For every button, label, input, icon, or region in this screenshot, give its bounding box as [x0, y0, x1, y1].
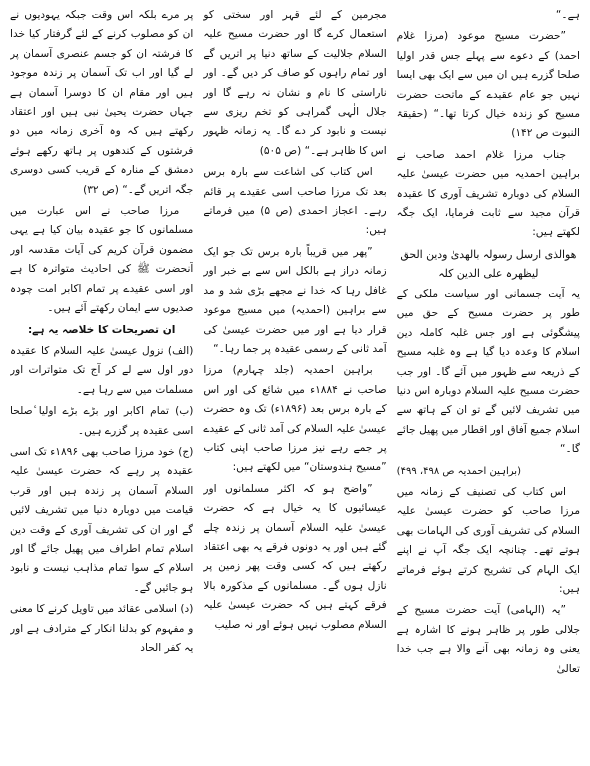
paragraph: پر مرے بلکہ اس وقت جبکہ یہودیوں نے ان کو مصلوب کرنے کے لئے گرفتار کیا خدا کا فرشتہ ان کو جسم عنصری آسمان پر لے گیا اور اب تک آسمان پر زندہ موجود ہیں اور مقام ان کا دوسرا آسمان ہے جہاں حضرت یحییٰ نبی ہیں اور اعتقاد رکھتے ہیں کہ وہ آخری زمانہ میں دو فرشتوں کے کندھوں پر ہاتھ رکھے ہوئے دمشق کے منارہ کے قریب کسی دوسری جگہ اتریں گے۔“ (ص ۳۲) [10, 9, 194, 196]
text-columns [10, 6, 580, 762]
paragraph: جناب مرزا غلام احمد صاحب نے براہین احمدیہ میں حضرت عیسیٰ علیہ السلام کی دوبارہ تشریف آوری کا عقیدہ قرآن مجید سے ثابت فرمایا، ایک جگہ لکھتے ہیں: [396, 148, 580, 239]
list-item: (ب) تمام اکابر اور بڑے بڑے اولیا ٔصلحا اسی عقیدہ پر گزرے ہیں۔ [10, 405, 194, 437]
paragraph: مرزا صاحب نے اس عبارت میں مسلمانوں کا جو عقیدہ بیان کیا ہے یہی مضمون قرآن کریم کی آیات مقدسہ اور آنحضرت ﷺ کی احادیث متواترہ کا ہے اور اسی عقیدے پر تمام اکابر امت چودہ صدیوں سے ایمان رکھتے آئے ہیں۔ [10, 205, 194, 315]
paragraph: ہے۔“ [555, 9, 580, 21]
arabic-verse: ھوالذی ارسل رسولہ بالھدیٰ ودین الحق لیظھرہ علی الدین کلہ [400, 247, 577, 280]
paragraph: اس کتاب کی تصنیف کے زمانہ میں مرزا صاحب کو حضرت عیسیٰ علیہ السلام کی تشریف آوری کی الہامات بھی ہوتے تھے۔ چنانچہ ایک جگہ آپ نے اپنے ایک الہام کی تشریح کرتے ہوئے فرماتے ہیں: [396, 485, 580, 595]
citation: (براہین احمدیہ ص ۴۹۸، ۴۹۹) [396, 465, 521, 477]
column-left [10, 6, 193, 762]
paragraph: اس کتاب کی اشاعت سے بارہ برس بعد تک مرزا صاحب اسی عقیدے پر قائم رہے۔ اعجاز احمدی (ص ۵) میں فرماتے ہیں: [203, 166, 387, 237]
quote-paragraph: ”واضح ہو کہ اکثر مسلمانوں اور عیسائیوں کا یہ خیال ہے کہ حضرت عیسیٰ علیہ السلام آسمان پر زندہ چلے گئے ہیں اور یہ دونوں فرقے یہ بھی اعتقاد رکھتے ہیں کہ کسی وقت پھر زمین پر نازل ہوں گے۔ مسلمانوں کے مذکورہ بالا فرقے کہتے ہیں کہ حضرت عیسیٰ علیہ السلام مصلوب نہیں ہوئے اور نہ صلیب [203, 482, 387, 631]
paragraph: یہ آیت جسمانی اور سیاست ملکی کے طور پر حضرت مسیح کے حق میں پیشگوئی ہے اور جس غلبہ کاملہ دین اسلام کا وعدہ دیا گیا ہے وہ غلبہ مسیح کے ذریعہ سے ظہور میں آئے گا۔ اور جب حضرت مسیح علیہ السلام دوبارہ اس دنیا میں تشریف لائیں گے تو ان کے ہاتھ سے اسلام جمیع آفاق اور اقطار میں پھیل جائے گا۔“ [396, 287, 580, 456]
quote-paragraph: ”پھر میں قریباً بارہ برس تک جو ایک زمانہ دراز ہے بالکل اس سے بے خبر اور غافل رہا کہ خدا نے مجھے بڑی شد و مد سے براہین (احمدیہ) میں مسیح موعود قرار دیا ہے اور میں حضرت عیسیٰ کی آمد ثانی کے رسمی عقیدہ پر جما رہا۔“ [203, 245, 387, 355]
column-middle [203, 6, 386, 762]
paragraph: براہین احمدیہ (جلد چہارم) مرزا صاحب نے ۱۸۸۴ء میں شائع کی اور اس کے بارہ برس بعد (۱۸۹۶ء) تک وہ حضرت عیسیٰ علیہ السلام کی آمد ثانی کے عقیدے پر جمے رہے نیز مرزا صاحب اپنی کتاب ”مسیح ہندوستان“ میں لکھتے ہیں: [203, 364, 387, 474]
list-item: (د) اسلامی عقائد میں تاویل کرنے کا معنی و مفہوم کو بدلنا انکار کے مترادف ہے اور یہ کفر الحاد [10, 603, 194, 654]
quote-paragraph: ”حضرت مسیح موعود (مرزا غلام احمد) کے دعوے سے پہلے جس قدر اولیا ٔصلحا گزرے ہیں ان میں سے ایک بھی ایسا نہیں جو عام عقیدے کے ماتحت حضرت مسیح کو زندہ خیال کرتا تھا۔“ (حقیقۃ النبوت ص ۱۴۲) [396, 30, 580, 140]
list-item: (الف) نزول عیسیٰ علیہ السلام کا عقیدہ دور اول سے لے کر آج تک متواترات اور مسلمات میں سے رہا ہے۔ [10, 344, 194, 396]
column-right [397, 6, 580, 762]
quote-paragraph: ”یہ (الہامی) آیت حضرت مسیح کے جلالی طور پر ظاہر ہونے کا اشارہ ہے یعنی وہ زمانہ بھی آنے والا ہے جب خدا تعالیٰ [396, 604, 580, 675]
paragraph: مجرمین کے لئے قہر اور سختی کو استعمال کرے گا اور حضرت مسیح علیہ السلام جلالیت کے ساتھ دنیا پر اتریں گے اور تمام راہوں کو صاف کر دیں گے۔ اور ناراستی کا نام و نشان نہ رہے گا اور جلال الٰہی گمراہی کو تخم ریزی سے نیست و نابود کر دے گا۔ یہ زمانہ ظہور اس کا ظاہر ہے۔“ (ص ۵۰۵) [203, 9, 387, 157]
section-heading: ان تصریحات کا خلاصہ یہ ہے: [27, 323, 176, 336]
list-item: (ج) خود مرزا صاحب بھی ۱۸۹۶ء تک اسی عقیدہ پر رہے کہ حضرت عیسیٰ علیہ السلام آسمان پر زندہ ہیں اور قرب قیامت میں دوبارہ دنیا میں تشریف لائیں گے اور ان کی تشریف آوری کے وقت دین اسلام تمام اطراف میں پھیل جائے گا اور اسلام کے سوا تمام مذاہب نیست و نابود ہو جائیں گے۔ [10, 445, 194, 594]
